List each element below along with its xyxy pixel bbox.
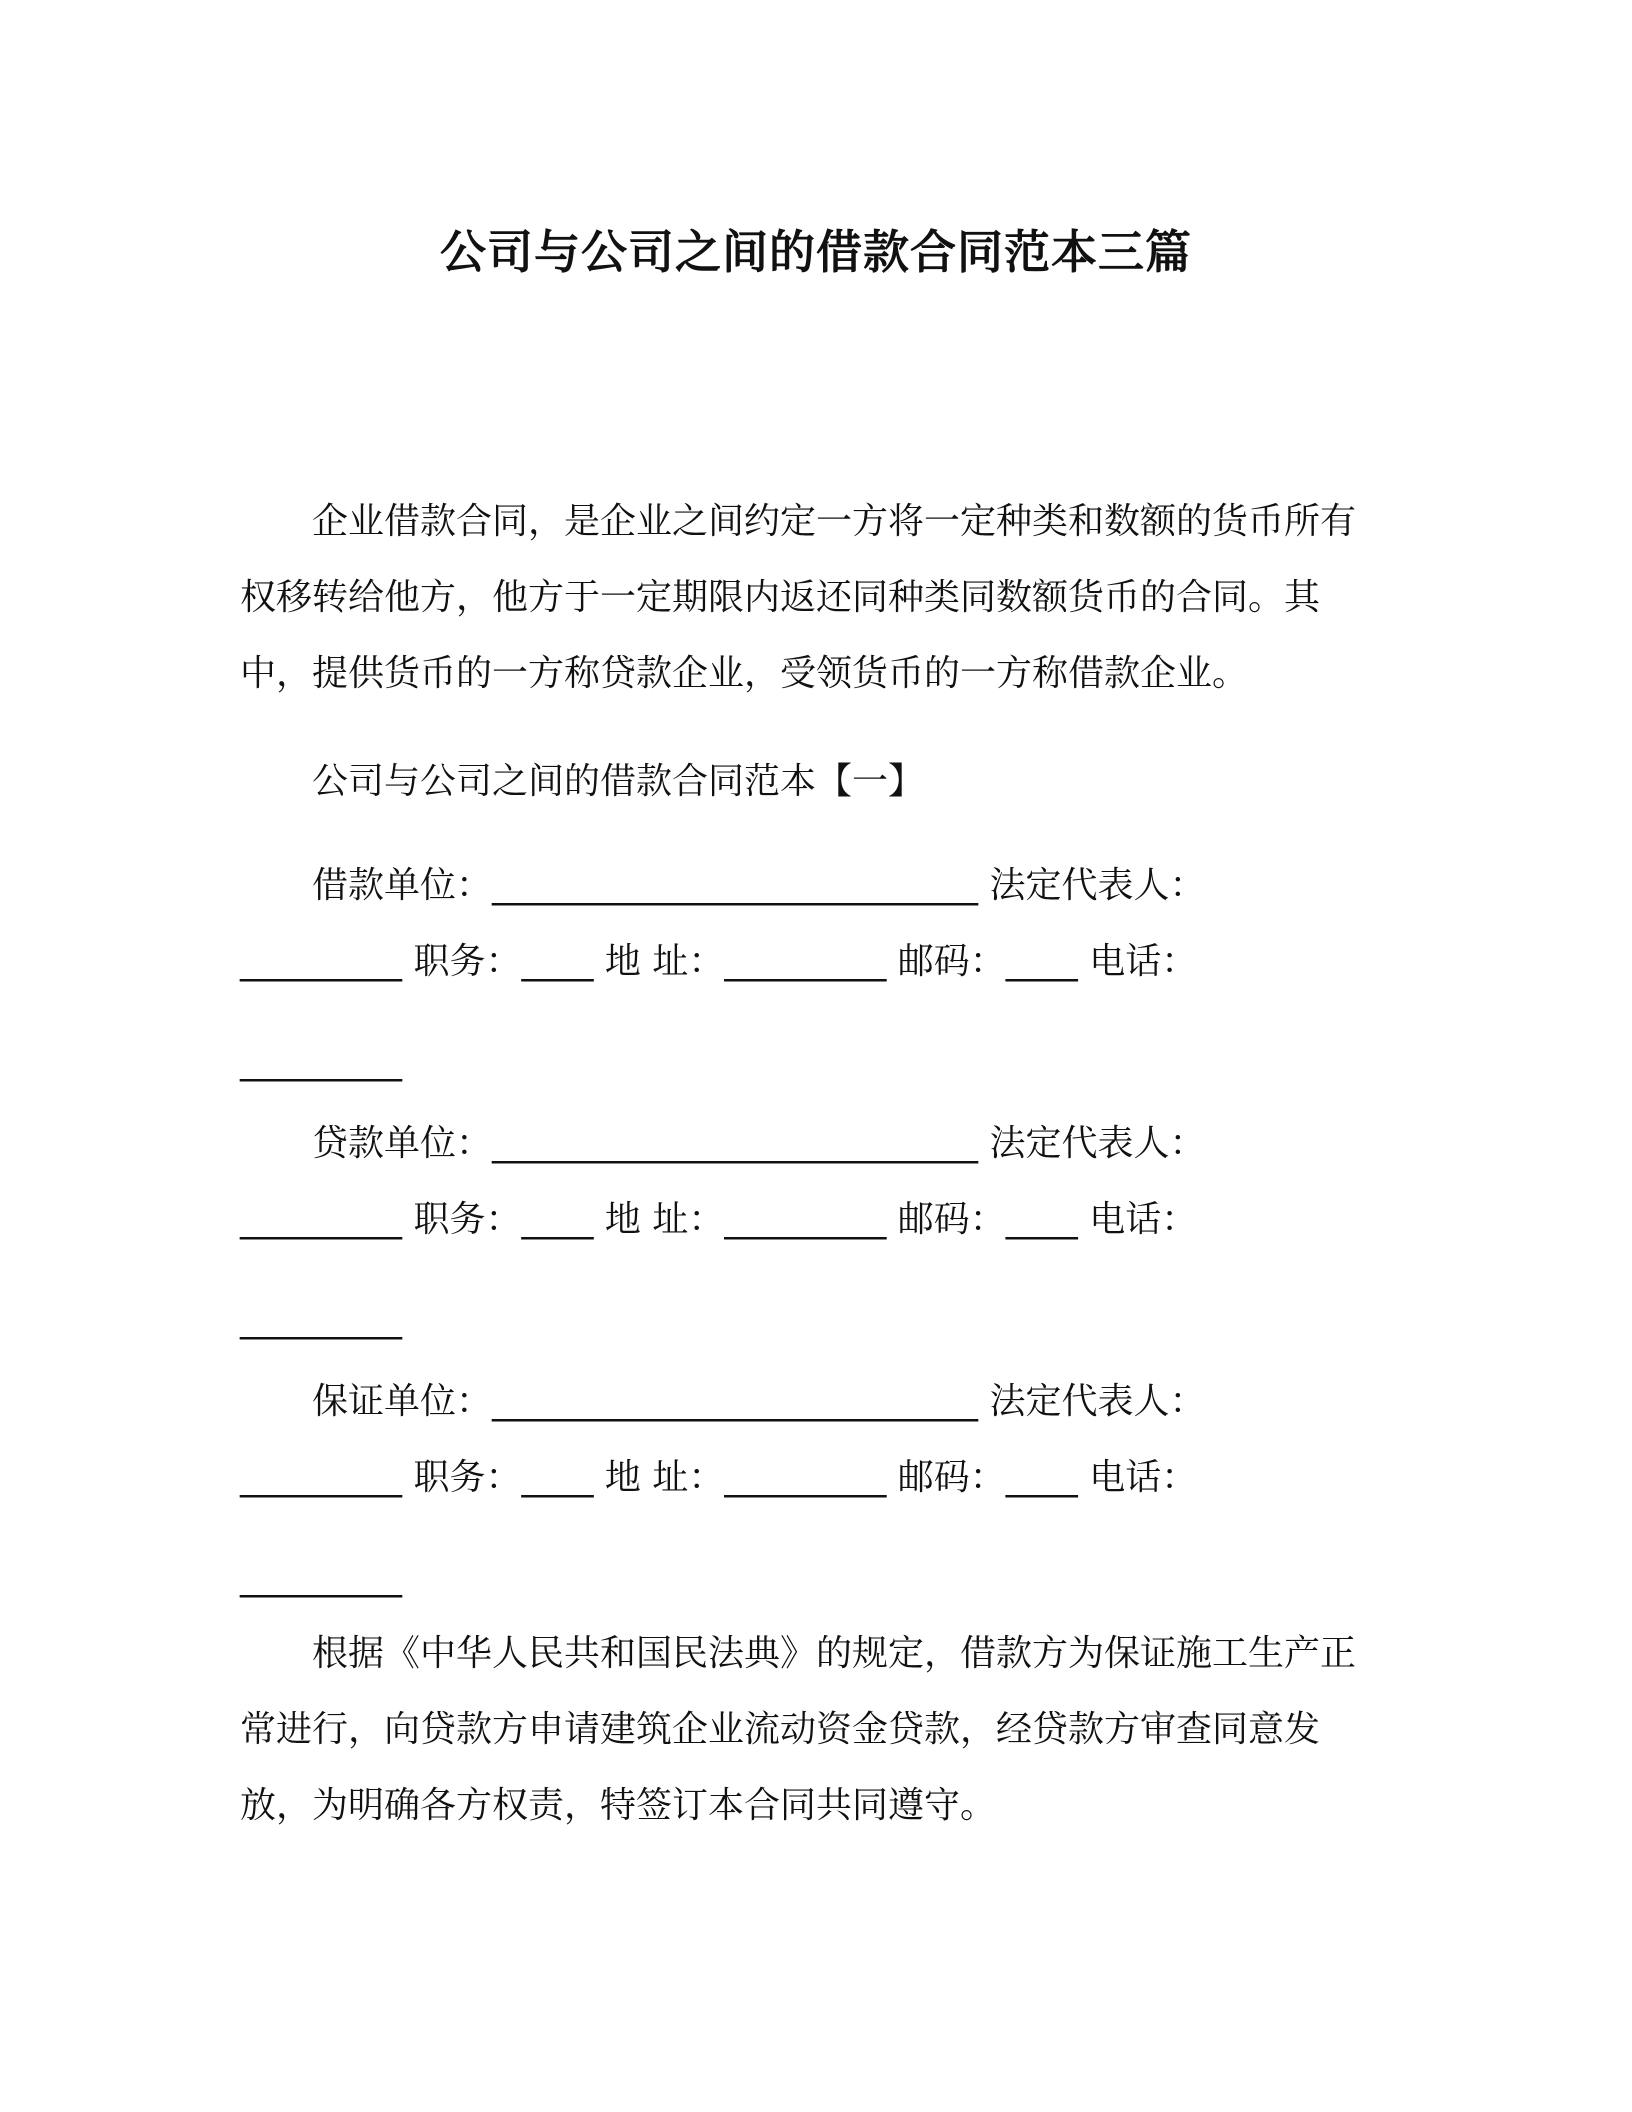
guarantor-party-block <box>240 1364 1390 1616</box>
guarantor-line-1: 保证单位：___________________________ 法定代表人： <box>312 1381 1206 1422</box>
guarantor-line-2: _________ 职务：____ 地 址：_________ 邮码：____ 电话： <box>240 1457 1198 1498</box>
lender-line-3: _________ <box>240 1299 402 1340</box>
section-heading-text: 公司与公司之间的借款合同范本【一】 <box>312 761 925 802</box>
intro-text: 企业借款合同，是企业之间约定一方将一定种类和数额的货币所有权移转给他方，他方于一定期限内返还同种类同数额货币的合同。其中，提供货币的一方称贷款企业，受领货币的一方称借款企业。 <box>240 501 1357 694</box>
section-heading <box>240 744 1390 820</box>
borrower-line-3: _________ <box>240 1041 402 1082</box>
legal-basis-text: 根据《中华人民共和国民法典》的规定，借款方为保证施工生产正常进行，向贷款方申请建筑企业流动资金贷款，经贷款方审查同意发放，为明确各方权责，特签订本合同共同遵守。 <box>240 1633 1357 1826</box>
legal-basis-paragraph <box>240 1616 1390 1844</box>
borrower-line-2: _________ 职务：____ 地 址：_________ 邮码：____ 电话： <box>240 941 1198 982</box>
document-title: 公司与公司之间的借款合同范本三篇 <box>440 225 1192 279</box>
lender-line-2: _________ 职务：____ 地 址：_________ 邮码：____ 电话： <box>240 1199 1198 1240</box>
borrower-line-1: 借款单位：___________________________ 法定代表人： <box>312 865 1206 906</box>
guarantor-line-3: _________ <box>240 1557 402 1598</box>
lender-party-block <box>240 1106 1390 1358</box>
borrower-party-block <box>240 848 1390 1100</box>
intro-paragraph <box>240 484 1390 712</box>
lender-line-1: 贷款单位：___________________________ 法定代表人： <box>312 1123 1206 1164</box>
